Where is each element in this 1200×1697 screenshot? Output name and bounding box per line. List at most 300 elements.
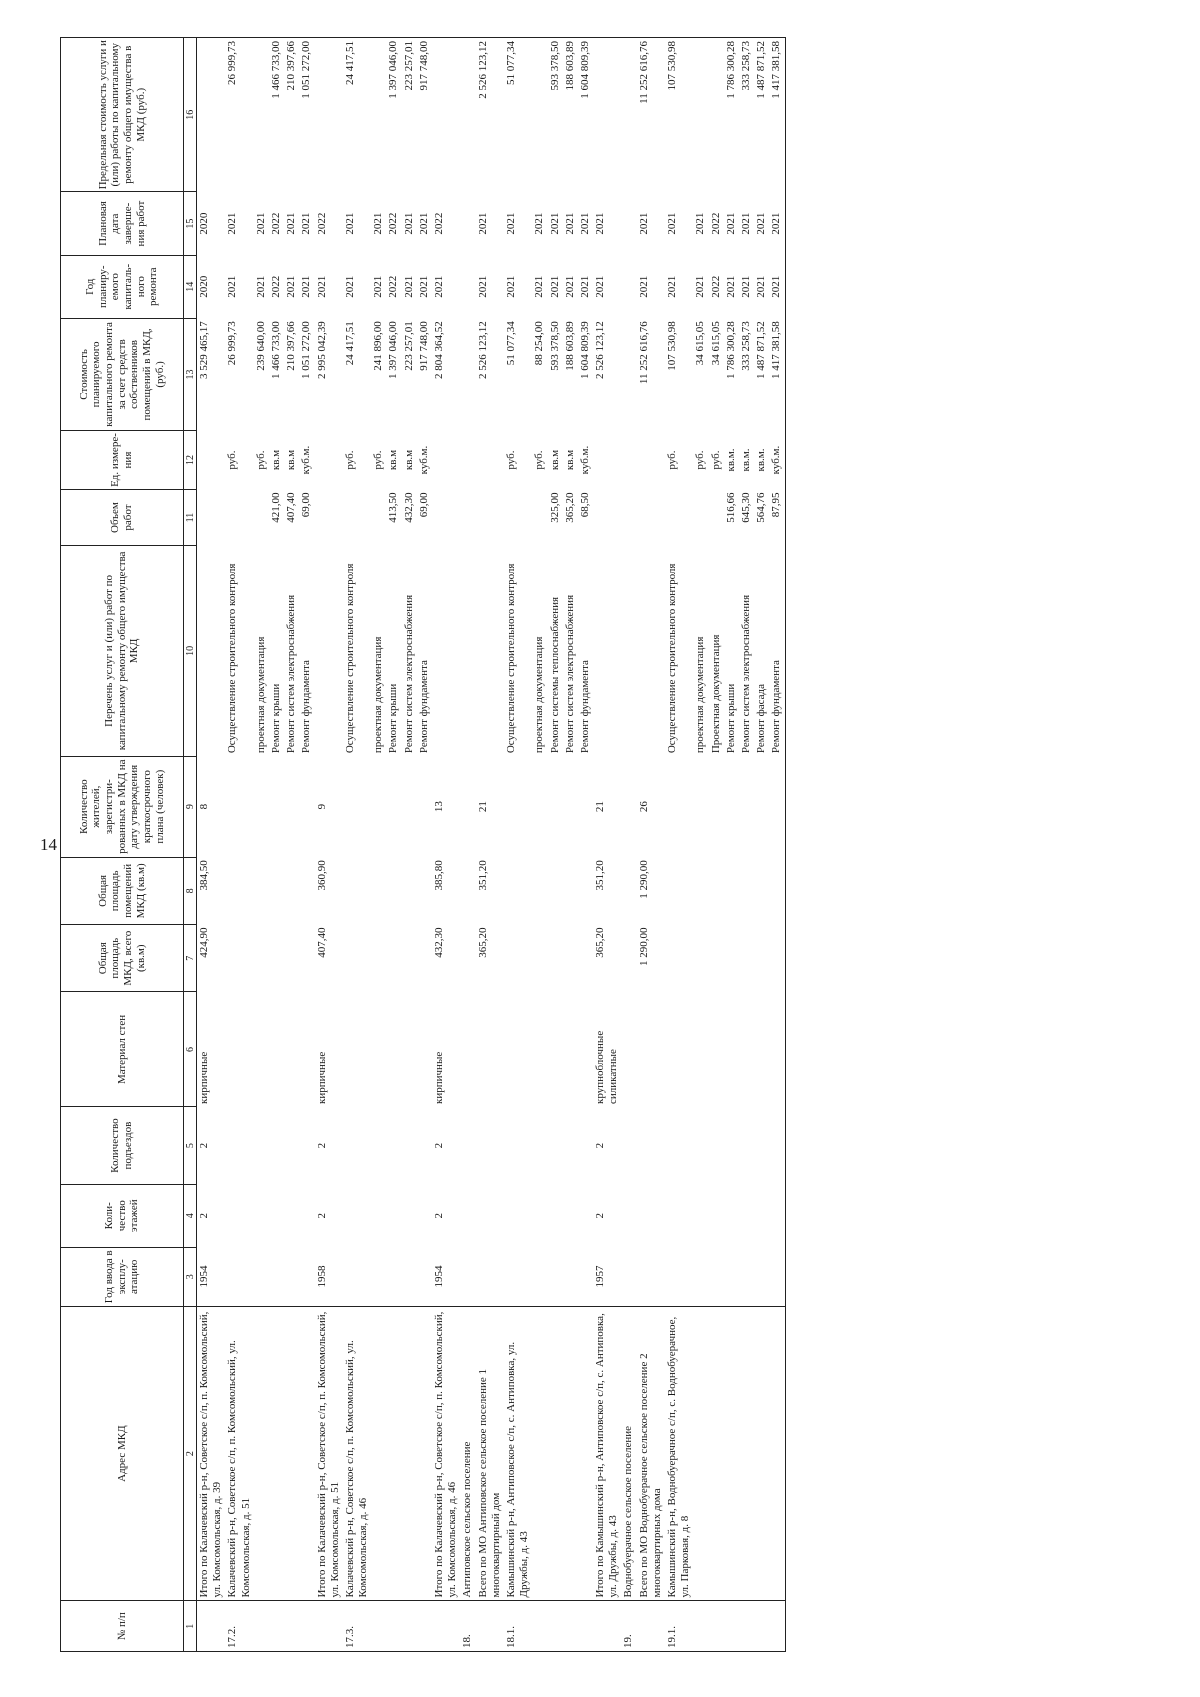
column-header: Коли-чество этажей [61, 1184, 184, 1247]
table-cell [460, 546, 475, 757]
table-cell [343, 756, 371, 857]
table-cell: 2021 [594, 275, 607, 298]
table-cell: 2021 [666, 275, 678, 298]
table-cell [476, 546, 504, 757]
table-cell: 564,76 [755, 492, 768, 523]
table-cell: 351,20 [594, 860, 607, 891]
table-row [299, 38, 314, 1652]
table-cell [769, 992, 785, 1107]
table-cell [754, 756, 769, 857]
table-cell: 2 [198, 1213, 210, 1219]
table-cell [284, 1247, 299, 1306]
table-cell [315, 546, 343, 757]
table-cell: 424,90 [198, 927, 210, 958]
table-row [548, 38, 563, 1652]
table-cell [693, 992, 708, 1107]
table-cell [532, 992, 547, 1107]
table-cell [739, 992, 754, 1107]
table-cell [724, 1601, 739, 1652]
table-cell: 407,40 [285, 492, 298, 523]
column-number: 15 [184, 192, 197, 255]
column-header: Общая площадь МКД, всего (кв.м) [61, 925, 184, 992]
table-cell: 1954 [433, 1265, 445, 1288]
table-cell: Итого по Калачевский р-н, Советское с/п, п. Комсомольский, ул. Комсомольская, д. 39 [197, 1306, 226, 1601]
table-cell: 351,20 [476, 860, 489, 891]
table-cell: проектная документация [254, 636, 267, 754]
table-cell [371, 1107, 386, 1184]
table-cell: 1 786 300,28 [724, 321, 737, 380]
table-cell [578, 1247, 593, 1306]
table-cell: 2021 [285, 212, 298, 235]
table-cell [371, 1247, 386, 1306]
table-cell [460, 490, 475, 546]
table-cell [432, 546, 460, 757]
table-cell: 2021 [548, 275, 561, 298]
table-cell [693, 1107, 708, 1184]
table-cell: кв.м. [755, 448, 768, 472]
table-cell [460, 756, 475, 857]
table-cell [284, 1306, 299, 1601]
table-cell: 2 526 123,12 [594, 321, 607, 380]
table-cell [621, 925, 636, 992]
table-cell [693, 925, 708, 992]
table-cell: кв.м [285, 449, 298, 471]
table-cell: проектная документация [372, 636, 385, 754]
table-row [417, 38, 432, 1652]
table-cell [254, 1247, 269, 1306]
table-row [432, 38, 460, 1652]
table-cell: 11 252 616,76 [637, 38, 665, 192]
table-row [621, 38, 636, 1652]
column-header: Перечень услуг и (или) работ по капитальному ремонту общего имущества МКД [61, 546, 184, 757]
table-cell [532, 38, 547, 192]
table-cell: 593 378,50 [548, 321, 561, 371]
column-number: 13 [184, 318, 197, 430]
table-row [563, 38, 578, 1652]
table-cell [284, 1601, 299, 1652]
table-cell: 21 [594, 801, 607, 813]
table-cell [563, 925, 578, 992]
table-cell: 11 252 616,76 [637, 321, 650, 385]
table-cell: 88 254,00 [533, 321, 546, 366]
table-cell: 2 [315, 1213, 328, 1219]
table-cell [269, 992, 284, 1107]
table-cell: 2022 [709, 212, 722, 235]
table-cell: 407,40 [315, 927, 328, 958]
table-cell [225, 1247, 253, 1306]
table-cell [563, 1184, 578, 1247]
table-cell [578, 857, 593, 924]
table-cell [754, 857, 769, 924]
table-cell: Итого по Калачевский р-н, Советское с/п, п. Комсомольский, ул. Комсомольская, д. 46 [432, 1306, 460, 1601]
table-cell [709, 490, 724, 546]
table-cell [548, 1247, 563, 1306]
table-cell [709, 1601, 724, 1652]
column-number: 2 [184, 1306, 197, 1601]
table-cell [548, 857, 563, 924]
table-cell [548, 1601, 563, 1652]
table-cell: 325,00 [548, 492, 561, 523]
table-cell [269, 1601, 284, 1652]
table-row [724, 38, 739, 1652]
table-cell: 2021 [343, 275, 356, 298]
table-cell: 1957 [594, 1265, 607, 1288]
table-cell: 68,50 [578, 492, 591, 518]
table-cell: руб. [254, 450, 267, 470]
table-cell [254, 992, 269, 1107]
table-cell [578, 992, 593, 1107]
table-cell [563, 1247, 578, 1306]
table-cell [693, 1247, 708, 1306]
table-cell [532, 756, 547, 857]
table-cell [460, 38, 475, 192]
table-cell: Ремонт фундамента [300, 660, 313, 754]
table-cell [739, 1306, 754, 1601]
table-cell [637, 1247, 665, 1306]
table-cell [769, 1247, 785, 1306]
table-cell [637, 546, 665, 757]
table-cell [769, 1107, 785, 1184]
table-cell [621, 192, 636, 255]
table-cell: 2021 [300, 275, 313, 298]
table-cell [197, 38, 226, 192]
table-cell [460, 431, 475, 490]
table-row [476, 38, 504, 1652]
table-cell [225, 857, 253, 924]
table-cell [578, 1306, 593, 1601]
table-cell [386, 925, 401, 992]
table-cell [402, 756, 417, 857]
table-cell [709, 1184, 724, 1247]
table-cell [299, 1601, 314, 1652]
table-cell [693, 1306, 708, 1601]
table-cell: руб. [709, 450, 722, 470]
column-number: 7 [184, 925, 197, 992]
table-cell: Ремонт фасада [755, 683, 768, 754]
table-cell [299, 1306, 314, 1601]
table-cell [254, 857, 269, 924]
table-cell: 365,20 [594, 927, 607, 958]
table-cell [578, 1601, 593, 1652]
table-cell: Воднобуерачное сельское поселение [621, 1306, 636, 1601]
table-cell [709, 38, 724, 192]
table-cell [532, 1247, 547, 1306]
table-cell: кирпичные [433, 1051, 445, 1104]
table-cell: 333 258,73 [739, 321, 752, 371]
table-cell: 1 604 809,39 [578, 38, 593, 192]
table-cell: 2021 [285, 275, 298, 298]
column-header: Плановая дата заверше-ния работ [61, 192, 184, 255]
table-cell [299, 1184, 314, 1247]
table-row [739, 38, 754, 1652]
table-cell: Ремонт систем электроснабжения [739, 594, 752, 754]
table-cell [371, 1306, 386, 1601]
table-cell [665, 756, 693, 857]
table-cell: 2022 [709, 275, 722, 298]
table-cell: Всего по МО Антиповское сельское поселение 1 многоквартирный дом [476, 1306, 504, 1601]
table-cell: 2021 [226, 212, 239, 235]
table-cell: кирпичные [198, 1051, 210, 1104]
table-cell: 223 257,01 [402, 321, 415, 371]
table-cell: кв.м [563, 449, 576, 471]
table-cell [709, 925, 724, 992]
table-cell [665, 1184, 693, 1247]
table-cell [665, 925, 693, 992]
table-cell: руб. [666, 450, 678, 470]
table-cell [621, 1107, 636, 1184]
table-cell [739, 925, 754, 992]
column-header: Предельная стоимость услуги и (или) работы по капитальному ремонту общего имущества в МКД (руб.) [61, 38, 184, 192]
table-cell [343, 1107, 371, 1184]
table-cell [754, 1306, 769, 1601]
table-cell: 18.1. [504, 1601, 532, 1652]
table-cell: руб. [372, 450, 385, 470]
table-cell [460, 192, 475, 255]
column-header: Год планиру-емого капиталь-ного ремонта [61, 255, 184, 318]
table-cell [225, 1184, 253, 1247]
table-cell [693, 1184, 708, 1247]
table-cell: 2021 [724, 275, 737, 298]
table-cell [724, 925, 739, 992]
table-cell [343, 992, 371, 1107]
table-cell: 2021 [739, 212, 752, 235]
table-cell: 1 466 733,00 [269, 321, 282, 380]
table-cell: 2021 [666, 212, 678, 235]
table-cell [665, 490, 693, 546]
table-cell [299, 992, 314, 1107]
table-cell: 2021 [402, 212, 415, 235]
table-cell [532, 1601, 547, 1652]
table-row [197, 38, 226, 1652]
table-cell [417, 857, 432, 924]
table-cell [665, 1107, 693, 1184]
table-cell: 2021 [755, 275, 768, 298]
table-cell: 2021 [694, 212, 707, 235]
table-cell: 2 526 123,12 [476, 321, 489, 380]
table-cell: 2022 [269, 212, 282, 235]
table-cell [343, 857, 371, 924]
column-number: 16 [184, 38, 197, 192]
table-cell: кв.м [402, 449, 415, 471]
table-cell: Калачевский р-н, Советское с/п, п. Комсомольский, ул. Комсомольская, д. 46 [343, 1306, 371, 1601]
table-cell: 2021 [578, 212, 591, 235]
table-cell: 1 466 733,00 [269, 38, 284, 192]
table-cell: 516,66 [724, 492, 737, 523]
table-cell [621, 1184, 636, 1247]
table-cell [225, 992, 253, 1107]
table-cell: 2021 [637, 212, 650, 235]
table-cell: 2021 [226, 275, 239, 298]
table-row [665, 38, 693, 1652]
table-row [386, 38, 401, 1652]
table-cell [578, 756, 593, 857]
table-cell [254, 1306, 269, 1601]
table-cell [769, 1184, 785, 1247]
table-cell [739, 857, 754, 924]
column-number: 12 [184, 431, 197, 490]
table-cell [460, 1107, 475, 1184]
table-cell: 24 417,51 [343, 38, 371, 192]
table-cell [532, 857, 547, 924]
table-row [637, 38, 665, 1652]
table-cell: 34 615,05 [709, 321, 722, 366]
table-cell: 17.3. [343, 1601, 371, 1652]
table-row [693, 38, 708, 1652]
table-cell [532, 925, 547, 992]
table-cell [269, 1247, 284, 1306]
table-cell [476, 1601, 504, 1652]
table-cell [254, 756, 269, 857]
table-cell [432, 1601, 460, 1652]
table-cell: 2021 [694, 275, 707, 298]
table-cell: 2 [433, 1213, 445, 1219]
table-cell [315, 38, 343, 192]
table-cell [769, 1601, 785, 1652]
table-cell: Осуществление строительного контроля [226, 563, 239, 754]
table-cell [665, 992, 693, 1107]
table-cell [315, 431, 343, 490]
table-cell: 2021 [417, 212, 430, 235]
table-cell: 2021 [594, 212, 607, 235]
column-number: 11 [184, 490, 197, 546]
table-cell: 26 999,73 [225, 38, 253, 192]
table-cell [563, 756, 578, 857]
table-cell [637, 992, 665, 1107]
column-number: 3 [184, 1247, 197, 1306]
table-cell: 2021 [563, 275, 576, 298]
table-cell [754, 925, 769, 992]
table-cell [269, 857, 284, 924]
table-cell: 365,20 [563, 492, 576, 523]
table-cell: кирпичные [315, 1051, 328, 1104]
table-cell [417, 1107, 432, 1184]
table-cell: Ремонт фундамента [769, 546, 785, 757]
table-row [343, 38, 371, 1652]
table-cell: Всего по МО Воднобуерачное сельское поселение 2 многоквартирных дома [637, 1306, 665, 1601]
table-cell [724, 1184, 739, 1247]
table-cell [197, 546, 226, 757]
table-cell [665, 857, 693, 924]
table-cell: 1 051 272,00 [300, 321, 313, 380]
table-cell: Ремонт крыши [724, 683, 737, 754]
table-cell: 385,80 [433, 860, 445, 891]
table-cell [532, 1107, 547, 1184]
table-cell: 34 615,05 [694, 321, 707, 366]
table-cell [254, 1601, 269, 1652]
table-cell: 1 487 871,52 [754, 38, 769, 192]
table-cell: руб. [533, 450, 546, 470]
table-cell: 2021 [300, 212, 313, 235]
table-row [315, 38, 343, 1652]
column-number: 10 [184, 546, 197, 757]
table-cell [621, 992, 636, 1107]
column-header: Объем работ [61, 490, 184, 546]
rotated-table-container [60, 37, 1160, 1652]
table-cell [476, 1107, 504, 1184]
table-cell: Ремонт систем электроснабжения [402, 594, 415, 754]
table-cell [504, 1247, 532, 1306]
table-cell [709, 1107, 724, 1184]
table-cell [197, 431, 226, 490]
table-cell [724, 756, 739, 857]
table-cell: Проектная документация [709, 634, 722, 754]
table-cell [739, 756, 754, 857]
table-row [593, 38, 621, 1652]
table-cell: 21 [476, 801, 489, 813]
table-row [402, 38, 417, 1652]
table-cell [197, 490, 226, 546]
table-cell [343, 490, 371, 546]
table-cell [460, 992, 475, 1107]
column-header: Общая площадь помещений МКД (кв.м) [61, 857, 184, 924]
column-number: 6 [184, 992, 197, 1107]
table-cell: 2021 [769, 255, 785, 318]
column-number: 14 [184, 255, 197, 318]
column-header: Стоимость планируемого капитального ремонта за счет средств собственников помещений в МКД, (руб.) [61, 318, 184, 430]
table-cell: куб.м. [578, 445, 591, 475]
table-cell [371, 756, 386, 857]
table-cell [637, 1601, 665, 1652]
table-cell: 223 257,01 [402, 38, 417, 192]
table-cell: 2 804 364,52 [433, 321, 445, 380]
table-cell: кв.м [269, 449, 282, 471]
table-cell [693, 756, 708, 857]
column-number: 9 [184, 756, 197, 857]
table-cell [563, 1107, 578, 1184]
table-cell [621, 546, 636, 757]
table-cell [343, 1184, 371, 1247]
table-row [225, 38, 253, 1652]
table-cell [709, 1247, 724, 1306]
table-cell: 2021 [476, 212, 489, 235]
table-cell [739, 1107, 754, 1184]
table-cell [665, 1247, 693, 1306]
table-cell [532, 1184, 547, 1247]
table-cell: руб. [504, 450, 517, 470]
table-cell [578, 1184, 593, 1247]
column-header: Материал стен [61, 992, 184, 1107]
table-cell: 1958 [315, 1265, 328, 1288]
table-cell: кв.м. [724, 448, 737, 472]
table-cell: 432,30 [402, 492, 415, 523]
table-cell: 593 378,50 [548, 38, 563, 192]
table-cell: 107 530,98 [666, 321, 678, 371]
table-cell [593, 1601, 621, 1652]
table-cell [284, 925, 299, 992]
table-cell [315, 490, 343, 546]
table-cell: крупноблочные силикатные [594, 1030, 620, 1104]
table-cell [386, 1247, 401, 1306]
table-cell [254, 925, 269, 992]
table-cell [402, 1306, 417, 1601]
table-cell [299, 756, 314, 857]
table-cell [724, 1107, 739, 1184]
table-cell: 69,00 [417, 492, 430, 518]
table-cell: 1 051 272,00 [299, 38, 314, 192]
table-cell [621, 490, 636, 546]
table-cell: 917 748,00 [417, 38, 432, 192]
table-cell: 2021 [548, 212, 561, 235]
column-number: 8 [184, 857, 197, 924]
table-cell [269, 1107, 284, 1184]
table-cell [621, 38, 636, 192]
table-cell [460, 318, 475, 430]
table-cell [371, 38, 386, 192]
table-cell: 2021 [417, 275, 430, 298]
table-cell [548, 992, 563, 1107]
table-cell: 2022 [387, 275, 400, 298]
table-cell: 2 [433, 1142, 445, 1149]
